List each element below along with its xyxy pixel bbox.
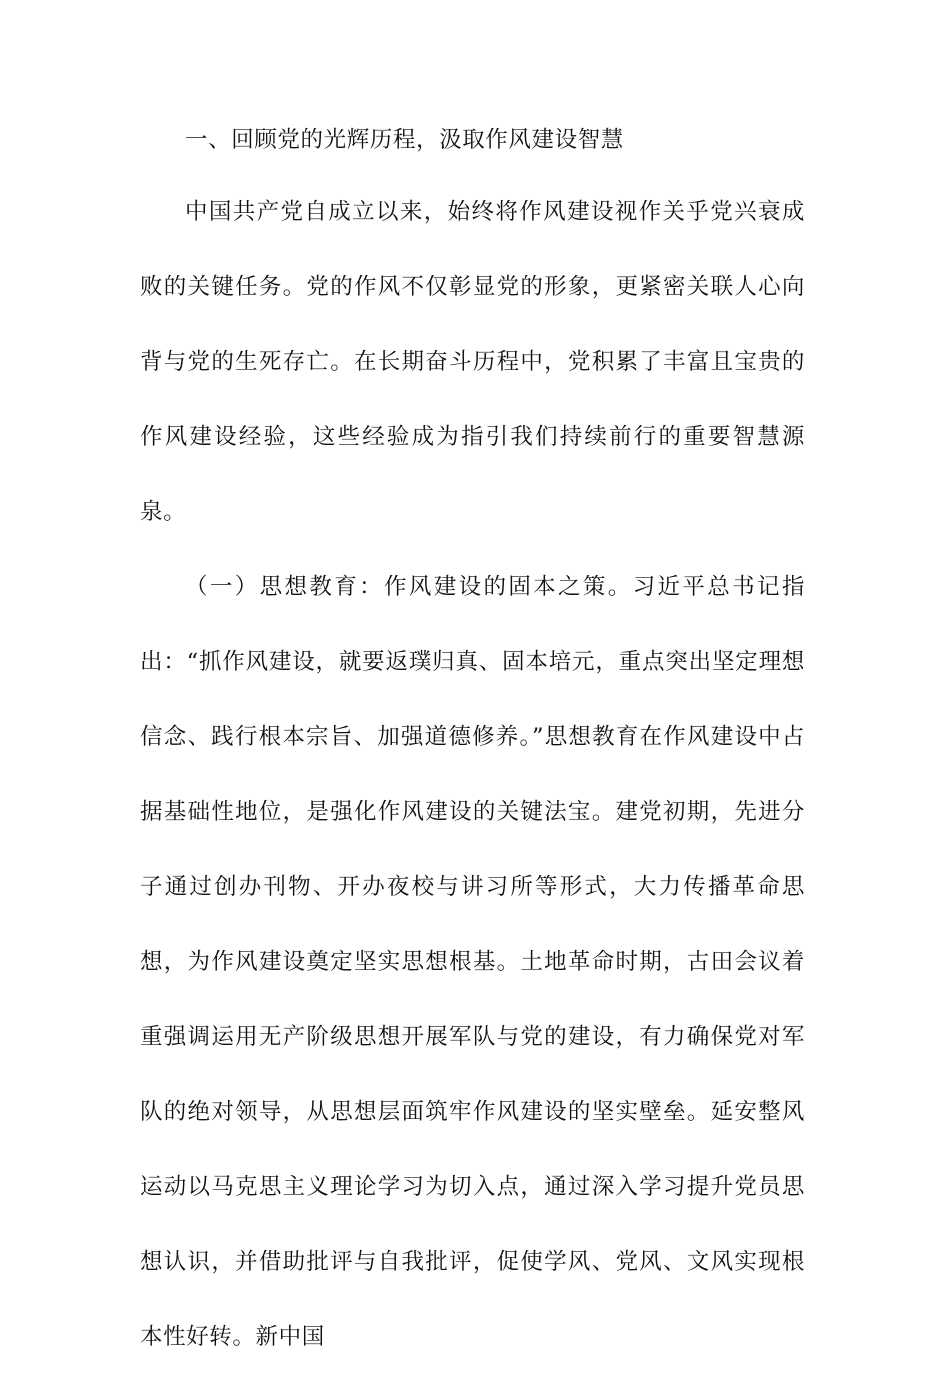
section-heading: 一、回顾党的光辉历程，汲取作风建设智慧 <box>185 127 624 153</box>
body-paragraph-1: 中国共产党自成立以来，始终将作风建设视作关乎党兴衰成败的关键任务。党的作风不仅彰显党的形象，更紧密关联人心向背与党的生死存亡。在长期奋斗历程中，党积累了丰富且宝贵的作风建设经验，这些经验成为指引我们持续前行的重要智慧源泉。 <box>140 199 805 525</box>
document-body <box>140 105 805 1375</box>
body-paragraph-2: （一）思想教育：作风建设的固本之策。习近平总书记指出：“抓作风建设，就要返璞归真、固本培元，重点突出坚定理想信念、践行根本宗旨、加强道德修养。”思想教育在作风建设中占据基础性地位，是强化作风建设的关键法宝。建党初期，先进分子通过创办刊物、开办夜校与讲习所等形式，大力传播革命思想，为作风建设奠定坚实思想根基。土地革命时期，古田会议着重强调运用无产阶级思想开展军队与党的建设，有力确保党对军队的绝对领导，从思想层面筑牢作风建设的坚实壁垒。延安整风运动以马克思主义理论学习为切入点，通过深入学习提升党员思想认识，并借助批评与自我批评，促使学风、党风、文风实现根本性好转。新中国 <box>140 574 805 1350</box>
